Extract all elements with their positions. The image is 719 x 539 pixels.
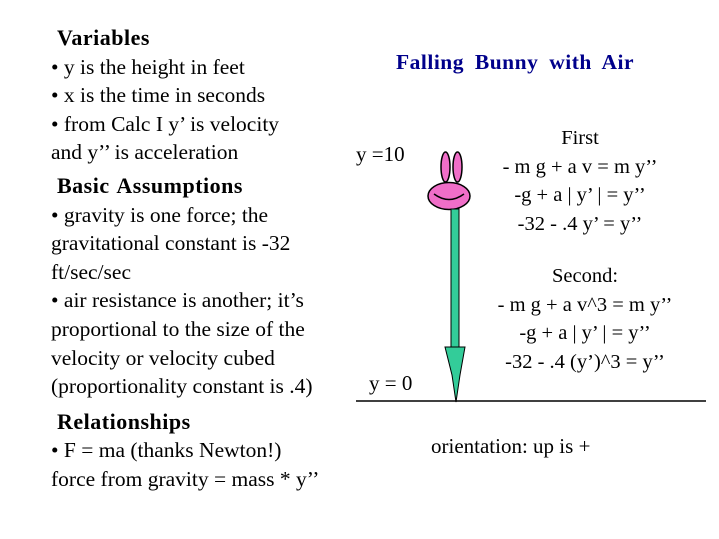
section-heading: Basic Assumptions xyxy=(57,172,243,198)
equation-line: - m g + a v^3 = m y’’ xyxy=(497,293,673,316)
bullet-line: velocity or velocity cubed xyxy=(51,345,275,370)
left-column xyxy=(51,24,385,494)
slide-title: Falling Bunny with Air xyxy=(396,50,635,74)
section-heading: Relationships xyxy=(57,408,191,434)
bullet-line: (proportionality constant is .4) xyxy=(51,374,313,399)
bullet-line: • x is the time in seconds xyxy=(51,83,266,108)
y-bottom-label: y = 0 xyxy=(369,371,413,395)
equations-second xyxy=(445,262,719,376)
bullet-line: • y is the height in feet xyxy=(51,54,245,79)
bullet-line: proportional to the size of the xyxy=(51,316,305,341)
orientation-note: orientation: up is + xyxy=(431,434,591,458)
bullet-line: • gravity is one force; the xyxy=(51,202,269,227)
bullet-line: and y’’ is acceleration xyxy=(51,140,239,165)
section-basic-assumptions xyxy=(51,172,385,401)
bullet-line: force from gravity = mass * y’’ xyxy=(51,466,320,491)
section-variables xyxy=(51,24,385,167)
equation-line: -g + a | y’ | = y’’ xyxy=(514,184,646,206)
y-top-label: y =10 xyxy=(356,142,405,166)
equation-line: -g + a | y’ | = y’’ xyxy=(519,322,651,344)
equations-first-heading: First xyxy=(561,127,599,149)
bullet-line: • from Calc I y’ is velocity xyxy=(51,111,280,136)
bullet-line: • air resistance is another; it’s xyxy=(51,288,304,313)
equation-line: -32 - .4 y’ = y’’ xyxy=(517,212,643,235)
equations-second-heading: Second: xyxy=(551,265,619,287)
section-heading: Variables xyxy=(57,25,150,50)
bullet-line: • F = ma (thanks Newton!) xyxy=(51,438,282,463)
equations-first xyxy=(440,124,719,238)
equation-line: - m g + a v = m y’’ xyxy=(502,155,658,178)
bullet-line: ft/sec/sec xyxy=(51,259,131,284)
section-relationships xyxy=(51,408,385,494)
equation-line: -32 - .4 (y’)^3 = y’’ xyxy=(505,350,665,373)
bullet-line: gravitational constant is -32 xyxy=(51,231,291,256)
